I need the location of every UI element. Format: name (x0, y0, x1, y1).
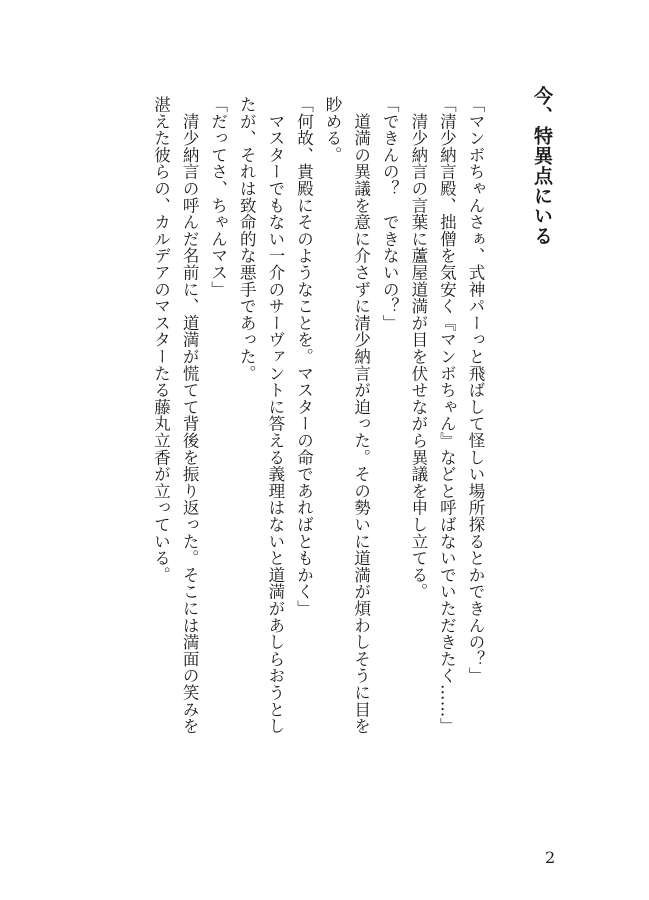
page-number: 2 (545, 848, 556, 867)
text-line: たが、それは致命的な悪手であった。 (237, 96, 257, 382)
text-line: 眇める。 (323, 96, 343, 164)
text-line: マスターでもない一介のサーヴァントに答える義理はないと道満があしらおうとし (265, 96, 285, 735)
text-line: 湛えた彼らの、カルデアのマスターたる藤丸立香が立っている。 (151, 96, 171, 584)
text-line: 「何故、貴殿にそのようなことを。マスターの命であればともかく」 (294, 96, 314, 617)
text-line: 「だってさ、ちゃんマス」 (208, 96, 228, 298)
text-line: 「できんの？ できないの？」 (380, 96, 400, 332)
text-line: 清少納言の呼んだ名前に、道満が慌てて背後を振り返った。そこには満面の笑みを (180, 96, 200, 735)
text-line: 道満の異議を意に介さずに清少納言が迫った。その勢いに道満が煩わしそうに目を (351, 96, 371, 735)
text-line: 「清少納言殿、拙僧を気安く『マンボちゃん』などと呼ばないでいただきたく……」 (437, 96, 457, 735)
body-text (146, 96, 489, 796)
chapter-title: 今、特異点にいる (531, 86, 553, 246)
text-line: 清少納言の言葉に蘆屋道満が目を伏せながら異議を申し立てる。 (408, 96, 428, 600)
text-line: 「マンボちゃんさぁ、式神パーっと飛ばして怪しい場所探るとかできんの？」 (466, 96, 485, 684)
